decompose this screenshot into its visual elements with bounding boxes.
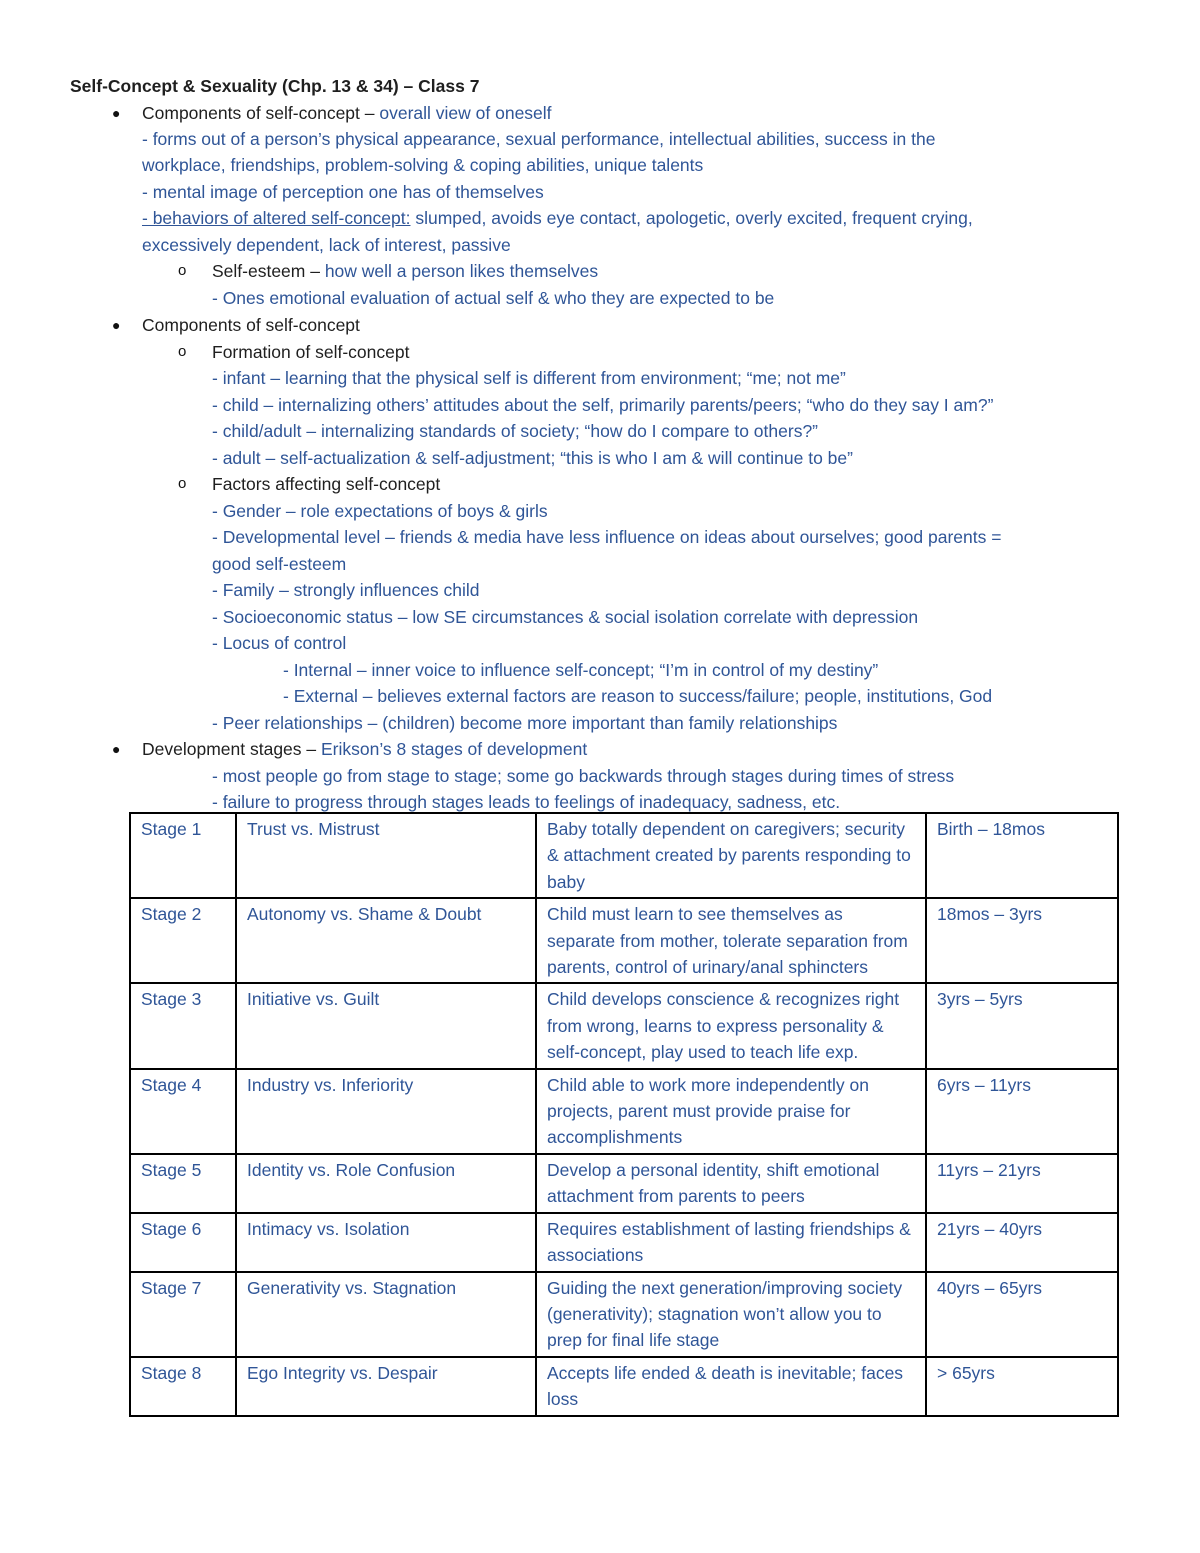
subheading-formation: Formation of self-concept — [212, 342, 410, 362]
note-line: workplace, friendships, problem-solving & coping abilities, unique talents — [142, 155, 704, 175]
stage-description-cell: Accepts life ended & death is inevitable; faces loss — [536, 1357, 926, 1416]
stage-description-cell: Child must learn to see themselves as separate from mother, tolerate separation from parents, control of urinary/anal sphincters — [536, 898, 926, 983]
table-row — [130, 983, 1118, 1068]
note-line: - most people go from stage to stage; some go backwards through stages during times of stress — [212, 766, 955, 786]
note-text: slumped, avoids eye contact, apologetic, overly excited, frequent crying, — [410, 208, 973, 228]
stage-name-cell: Generativity vs. Stagnation — [236, 1272, 536, 1357]
note-line: - infant – learning that the physical self is different from environment; “me; not me” — [212, 368, 846, 388]
stage-description-cell: Requires establishment of lasting friendships & associations — [536, 1213, 926, 1272]
stage-cell: Stage 3 — [130, 983, 236, 1068]
heading-text: Components of self-concept – — [142, 103, 380, 123]
section-heading-development — [142, 736, 587, 762]
note-line: good self-esteem — [212, 554, 347, 574]
note-line: - failure to progress through stages leads to feelings of inadequacy, sadness, etc. — [212, 792, 841, 812]
stage-name-cell: Industry vs. Inferiority — [236, 1069, 536, 1154]
stage-description-cell: Baby totally dependent on caregivers; security & attachment created by parents responding to baby — [536, 813, 926, 898]
note-line: - Family – strongly influences child — [212, 580, 480, 600]
page-title: Self-Concept & Sexuality (Chp. 13 & 34) – Class 7 — [70, 76, 480, 96]
table-row — [130, 898, 1118, 983]
note-line: - Ones emotional evaluation of actual self & who they are expected to be — [212, 288, 775, 308]
subheading-definition: how well a person likes themselves — [324, 261, 599, 281]
erikson-stages-table — [129, 812, 1119, 1417]
circle-bullet-icon: o — [178, 475, 187, 492]
circle-bullet-icon: o — [178, 262, 187, 279]
table-row — [130, 813, 1118, 898]
note-line: - Internal – inner voice to influence self-concept; “I’m in control of my destiny” — [283, 660, 879, 680]
subheading-self-esteem — [212, 258, 598, 284]
stage-cell: Stage 4 — [130, 1069, 236, 1154]
heading-definition: Erikson’s 8 stages of development — [321, 739, 588, 759]
bullet-icon: ● — [112, 105, 121, 121]
stage-description-cell: Develop a personal identity, shift emotional attachment from parents to peers — [536, 1154, 926, 1213]
note-line: - External – believes external factors are reason to success/failure; people, institutions, God — [283, 686, 993, 706]
table-row — [130, 1357, 1118, 1416]
note-line: - Developmental level – friends & media have less influence on ideas about ourselves; good parents = — [212, 527, 1002, 547]
section-heading-components-2: Components of self-concept — [142, 315, 360, 335]
table-row — [130, 1272, 1118, 1357]
stage-age-cell: Birth – 18mos — [926, 813, 1118, 898]
note-line: - Peer relationships – (children) become more important than family relationships — [212, 713, 838, 733]
stage-name-cell: Intimacy vs. Isolation — [236, 1213, 536, 1272]
table-row — [130, 1154, 1118, 1213]
bullet-icon: ● — [112, 741, 121, 757]
note-line — [142, 205, 973, 231]
stage-name-cell: Ego Integrity vs. Despair — [236, 1357, 536, 1416]
stage-name-cell: Identity vs. Role Confusion — [236, 1154, 536, 1213]
stage-age-cell: 6yrs – 11yrs — [926, 1069, 1118, 1154]
note-line: - child – internalizing others’ attitudes about the self, primarily parents/peers; “who do they say I am?” — [212, 395, 994, 415]
section-heading-components — [142, 100, 552, 126]
stage-description-cell: Child develops conscience & recognizes right from wrong, learns to express personality & self-concept, play used to teach life exp. — [536, 983, 926, 1068]
subheading-text: Self-esteem – — [212, 261, 325, 281]
circle-bullet-icon: o — [178, 343, 187, 360]
note-line: - forms out of a person’s physical appearance, sexual performance, intellectual abilities, success in the — [142, 129, 936, 149]
note-line: - Locus of control — [212, 633, 347, 653]
stage-age-cell: 3yrs – 5yrs — [926, 983, 1118, 1068]
stage-age-cell: 21yrs – 40yrs — [926, 1213, 1118, 1272]
stage-cell: Stage 7 — [130, 1272, 236, 1357]
heading-text: Development stages – — [142, 739, 321, 759]
stage-cell: Stage 8 — [130, 1357, 236, 1416]
note-line: excessively dependent, lack of interest, passive — [142, 235, 511, 255]
stage-description-cell: Child able to work more independently on projects, parent must provide praise for accomplishments — [536, 1069, 926, 1154]
underlined-text: - behaviors of altered self-concept: — [142, 208, 411, 228]
table-row — [130, 1213, 1118, 1272]
stage-cell: Stage 1 — [130, 813, 236, 898]
stage-name-cell: Autonomy vs. Shame & Doubt — [236, 898, 536, 983]
note-line: - Socioeconomic status – low SE circumstances & social isolation correlate with depression — [212, 607, 919, 627]
stage-age-cell: 40yrs – 65yrs — [926, 1272, 1118, 1357]
note-line: - mental image of perception one has of themselves — [142, 182, 544, 202]
stage-cell: Stage 2 — [130, 898, 236, 983]
stage-name-cell: Initiative vs. Guilt — [236, 983, 536, 1068]
subheading-factors: Factors affecting self-concept — [212, 474, 441, 494]
stage-age-cell: 18mos – 3yrs — [926, 898, 1118, 983]
note-line: - adult – self-actualization & self-adjustment; “this is who I am & will continue to be” — [212, 448, 853, 468]
stage-name-cell: Trust vs. Mistrust — [236, 813, 536, 898]
stage-age-cell: > 65yrs — [926, 1357, 1118, 1416]
stage-age-cell: 11yrs – 21yrs — [926, 1154, 1118, 1213]
heading-definition: overall view of oneself — [379, 103, 552, 123]
stage-description-cell: Guiding the next generation/improving society (generativity); stagnation won’t allow you to prep for final life stage — [536, 1272, 926, 1357]
stage-cell: Stage 6 — [130, 1213, 236, 1272]
note-line: - child/adult – internalizing standards of society; “how do I compare to others?” — [212, 421, 819, 441]
stage-cell: Stage 5 — [130, 1154, 236, 1213]
note-line: - Gender – role expectations of boys & girls — [212, 501, 548, 521]
table-row — [130, 1069, 1118, 1154]
bullet-icon: ● — [112, 317, 121, 333]
